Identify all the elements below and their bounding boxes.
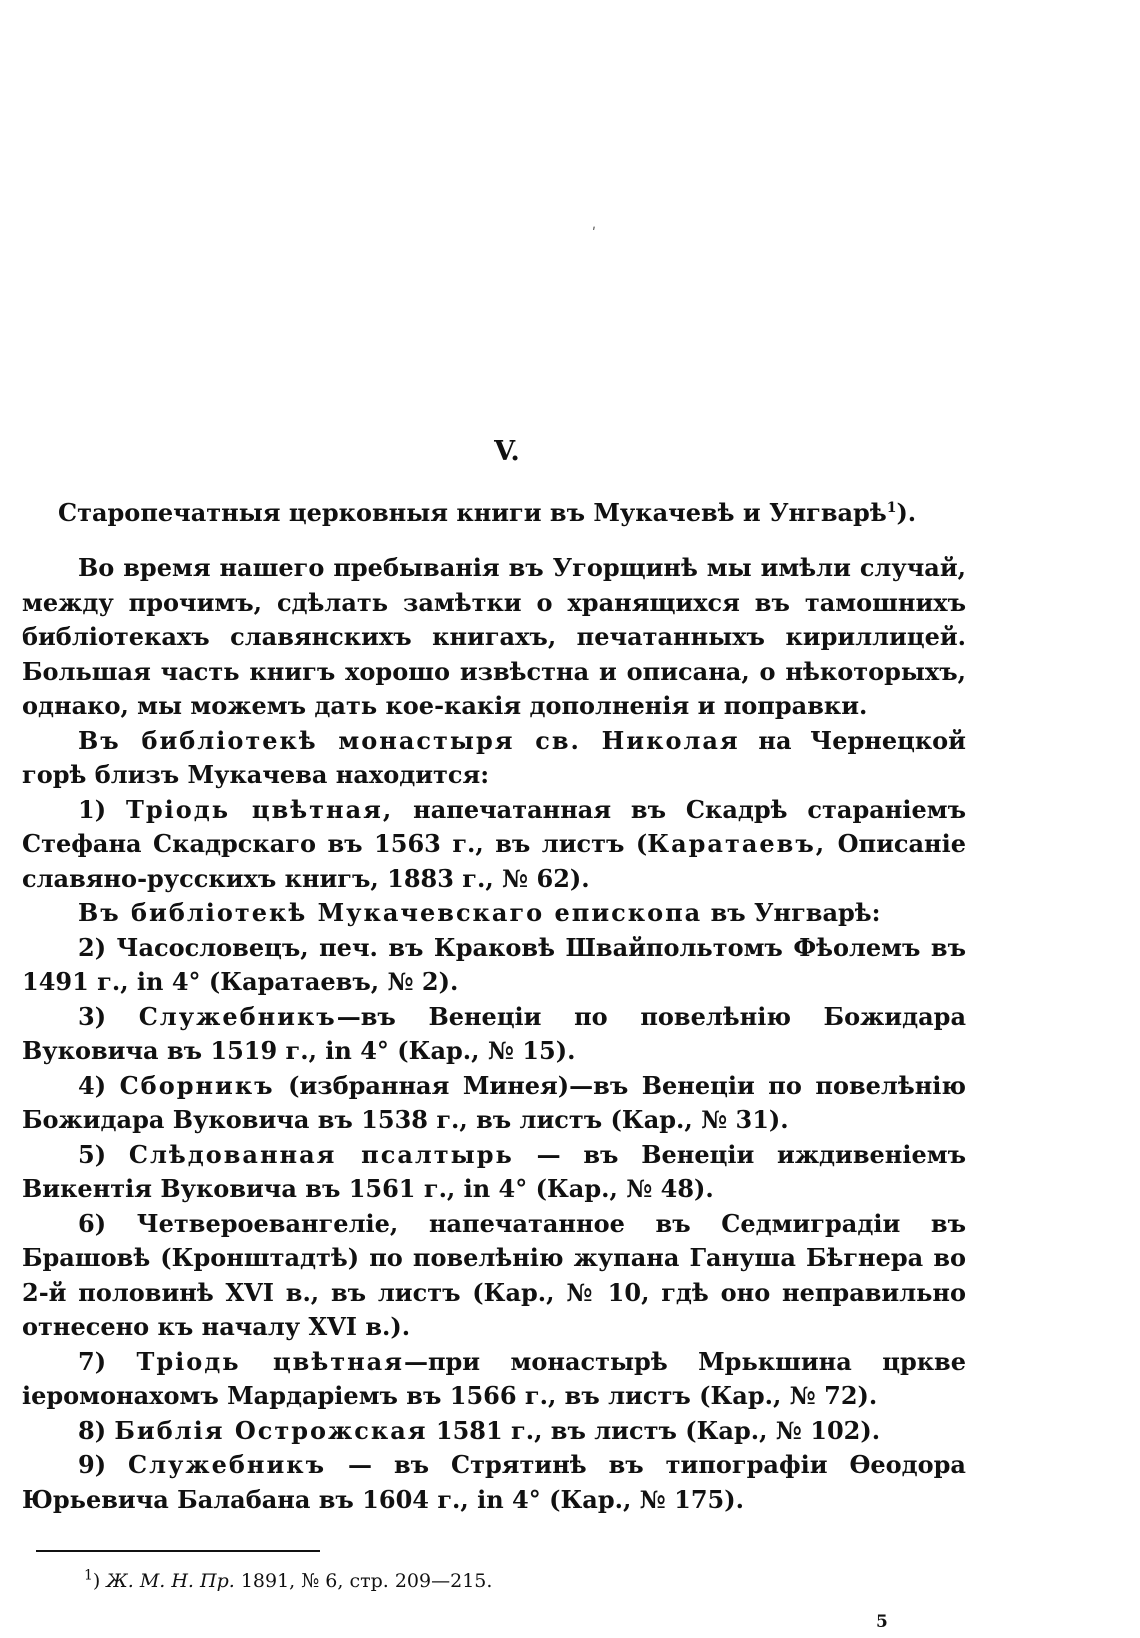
intro-paragraph: Во время нашего пребыванія въ Угорщинѣ мы имѣли случай, между прочимъ, сдѣлать замѣтки о хранящихся въ тамошнихъ библіотекахъ славянскихъ книгахъ, печатанныхъ кириллицей. Большая часть книгъ хорошо извѣстна и описана, о нѣкоторыхъ, однако, мы можемъ дать кое-какія дополненія и поправки. — [22, 553, 966, 720]
footnote-marker-tail: ) — [92, 1570, 101, 1592]
item7-text: —при монастырѣ Мрькшина цркве іеромонахомъ Мардаріемъ въ 1566 г., въ листъ (Кар., № 72). — [22, 1346, 966, 1410]
library2-intro-b: въ Унгварѣ: — [710, 898, 881, 927]
item6-text: напечатанное въ Седмиградіи въ Брашовѣ (Кронштадтѣ) по повелѣнію жупана Ганушa Бѣгнера во 2-й половинѣ XVI в., въ листъ (Кар., № 10, гдѣ оно неправильно отнесено къ началу XVI в.). — [22, 1208, 967, 1341]
title-tail: ). — [896, 498, 917, 527]
item1-ref: Каратаевъ, — [647, 829, 827, 858]
item3-num: 3) — [78, 1001, 107, 1031]
item8-text: 1581 г., въ листъ (Кар., № 102). — [435, 1415, 881, 1445]
library2-paragraph — [22, 896, 966, 931]
title-footnote-ref: 1 — [886, 500, 897, 516]
item9-title: Служебникъ — [128, 1450, 327, 1479]
item2-title: Часословецъ, — [116, 932, 309, 962]
footnote-divider — [36, 1550, 320, 1552]
section-number: V. — [494, 436, 520, 467]
list-item — [22, 793, 966, 897]
list-item — [22, 1448, 966, 1517]
chapter-title-text: Старопечатныя церковныя книги въ Мукачевѣ и Унгварѣ — [58, 498, 887, 527]
footnote-citation: 1891, № 6, стр. 209—215. — [240, 1570, 493, 1592]
item1-text-b: Описаніе славяно-русскихъ книгъ, 1883 г., № 62). — [22, 829, 966, 893]
item5-title: Слѣдованная псалтырь — [128, 1139, 514, 1169]
item4-title: Сборникъ — [119, 1070, 275, 1100]
item2-num: 2) — [78, 932, 107, 962]
item3-title: Служебникъ — [138, 1001, 337, 1031]
item9-text: — въ Стрятинѣ въ типографіи Өеодора Юрьевича Балабана въ 1604 г., in 4° (Кар., № 175). — [22, 1450, 966, 1514]
body-text — [22, 551, 966, 1517]
list-item — [22, 931, 966, 1000]
item6-num: 6) — [78, 1208, 107, 1238]
footnote-journal: Ж. М. Н. Пр. — [106, 1570, 235, 1592]
item9-num: 9) — [78, 1450, 107, 1479]
footnote-marker: 1 — [84, 1567, 93, 1584]
stray-mark: ʹ — [592, 226, 596, 242]
item5-num: 5) — [78, 1139, 107, 1169]
item4-text: (избранная Минея)—въ Венеціи по повелѣнію Божидара Вуковича въ 1538 г., въ листъ (Кар., № 31). — [22, 1070, 966, 1134]
list-item — [22, 1069, 966, 1138]
list-item — [22, 1138, 966, 1207]
page-signature: 5 — [876, 1612, 888, 1632]
item8-num: 8) — [78, 1415, 107, 1445]
item7-title: Тріодь цвѣтная — [136, 1346, 404, 1376]
list-item — [22, 1345, 966, 1414]
item2-text: печ. въ Краковѣ Швайпольтомъ Фѣолемъ въ 1491 г., in 4° (Каратаевъ, № 2). — [22, 932, 966, 996]
item1-text-a: напечатанная въ Скадрѣ стараніемъ Стефана Скадрскаго въ 1563 г., въ листъ ( — [22, 794, 966, 858]
chapter-title — [58, 498, 958, 527]
item3-text: —въ Венеціи по повелѣнію Божидара Вуковича въ 1519 г., in 4° (Кар., № 15). — [22, 1001, 966, 1065]
item5-text: — въ Венеціи иждивеніемъ Викентія Вуковича въ 1561 г., in 4° (Кар., № 48). — [22, 1139, 967, 1203]
item1-num: 1) — [78, 794, 107, 824]
list-item — [22, 1207, 966, 1345]
list-item — [22, 1000, 966, 1069]
item4-num: 4) — [78, 1070, 107, 1100]
list-item — [22, 1414, 966, 1449]
library2-intro-a: Въ библіотекѣ Мукачевскаго епископа — [78, 898, 703, 927]
library1-intro-a: Въ библіотекѣ монастыря св. Николая — [78, 725, 740, 755]
library1-intro-b: на Чернецкой горѣ близъ Мукачева находится: — [22, 725, 966, 789]
item7-num: 7) — [78, 1346, 107, 1376]
item6-title: Четвероевангеліе, — [136, 1208, 399, 1238]
footnote — [84, 1567, 493, 1592]
item8-title: Библія Острожская — [114, 1415, 428, 1445]
item1-title: Тріодь цвѣтная, — [125, 794, 394, 824]
library1-paragraph — [22, 724, 966, 793]
